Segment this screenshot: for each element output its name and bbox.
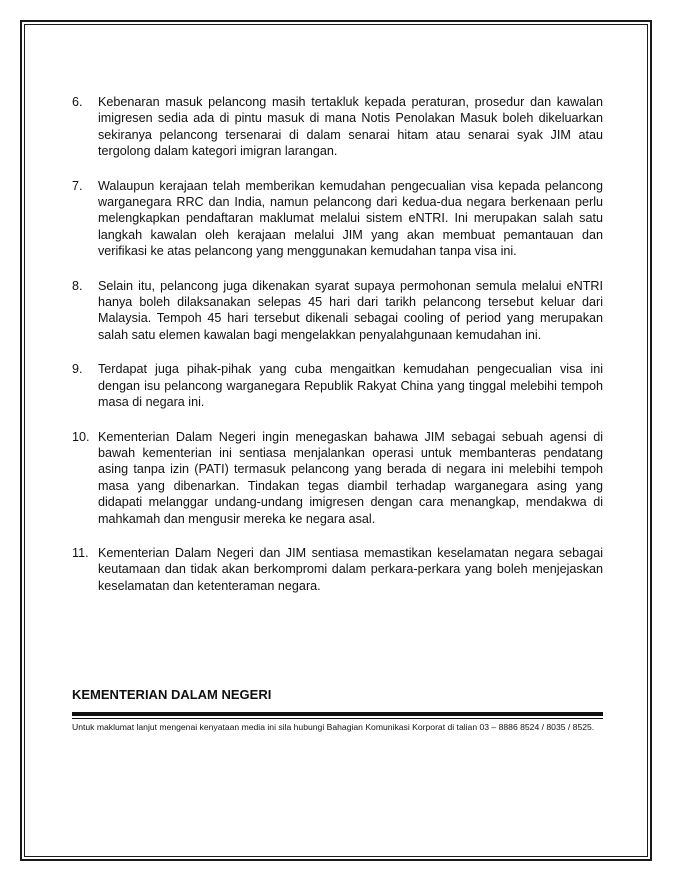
footer-divider-thick — [72, 712, 603, 716]
paragraph-text: Kebenaran masuk pelancong masih tertakluk kepada peraturan, prosedur dan kawalan imigresen sedia ada di pintu masuk di mana Notis Penolakan Masuk boleh dikeluarkan sekiranya pelancong tersenarai di dalam senarai hitam atau senarai syak JIM atau tergolong dalam kategori imigran larangan. — [98, 95, 603, 159]
document-body — [72, 94, 603, 612]
paragraph-text: Terdapat juga pihak-pihak yang cuba mengaitkan kemudahan pengecualian visa ini dengan isu pelancong warganegara Republik Rakyat China yang tinggal melebihi tempoh masa di negara ini. — [98, 362, 603, 410]
paragraph-number: 9. — [72, 362, 83, 377]
paragraph-number: 8. — [72, 278, 83, 293]
paragraph-text: Kementerian Dalam Negeri ingin menegaskan bahawa JIM sebagai sebuah agensi di bawah kementerian ini sentiasa menjalankan operasi untuk membanteras pendatang asing tanpa izin (PATI) termasuk pelancong yang berada di negara ini melebihi tempoh masa yang dibenarkan. Tindakan tegas diambil terhadap warganegara asing yang didapati melanggar undang-undang imigresen dengan cara menangkap, mendakwa di mahkamah dan mengusir mereka ke negara asal. — [98, 429, 603, 526]
paragraph-text: Walaupun kerajaan telah memberikan kemudahan pengecualian visa kepada pelancong warganegara RRC dan India, namun pelancong dari kedua-dua negara berkenaan perlu melengkapkan pendaftaran maklumat melalui sistem eNTRI. Ini merupakan salah satu langkah kawalan oleh kerajaan melalui JIM yang akan membuat pemantauan dan verifikasi ke atas pelancong yang menggunakan kemudahan tanpa visa ini. — [98, 178, 603, 259]
paragraph-number: 7. — [72, 178, 83, 193]
paragraph-8 — [72, 278, 603, 344]
footer-divider-thin — [72, 718, 603, 719]
paragraph-6 — [72, 94, 603, 160]
paragraph-text: Selain itu, pelancong juga dikenakan syarat supaya permohonan semula melalui eNTRI hanya boleh dilaksanakan selepas 45 hari dari tarikh pelancong tersebut keluar dari Malaysia. Tempoh 45 hari tersebut dikenali sebagai cooling of period yang merupakan salah satu elemen kawalan bagi mengelakkan penyalahgunaan kemudahan ini. — [98, 278, 603, 342]
paragraph-7 — [72, 178, 603, 260]
paragraph-number: 6. — [72, 95, 83, 109]
paragraph-number: 11. — [72, 545, 89, 560]
paragraph-text: Kementerian Dalam Negeri dan JIM sentiasa memastikan keselamatan negara sebagai keutamaan dan tidak akan berkompromi dalam perkara-perkara yang boleh menjejaskan keselamatan dan ketenteraman negara. — [98, 545, 603, 593]
paragraph-9 — [72, 361, 603, 410]
ministry-signoff: KEMENTERIAN DALAM NEGERI — [72, 687, 272, 702]
paragraph-number: 10. — [72, 429, 90, 444]
paragraph-11 — [72, 545, 603, 594]
paragraph-10 — [72, 429, 603, 527]
footer-contact-note: Untuk maklumat lanjut mengenai kenyataan media ini sila hubungi Bahagian Komunikasi Korporat di talian 03 – 8886 8524 / 8035 / 8525. — [72, 722, 595, 732]
